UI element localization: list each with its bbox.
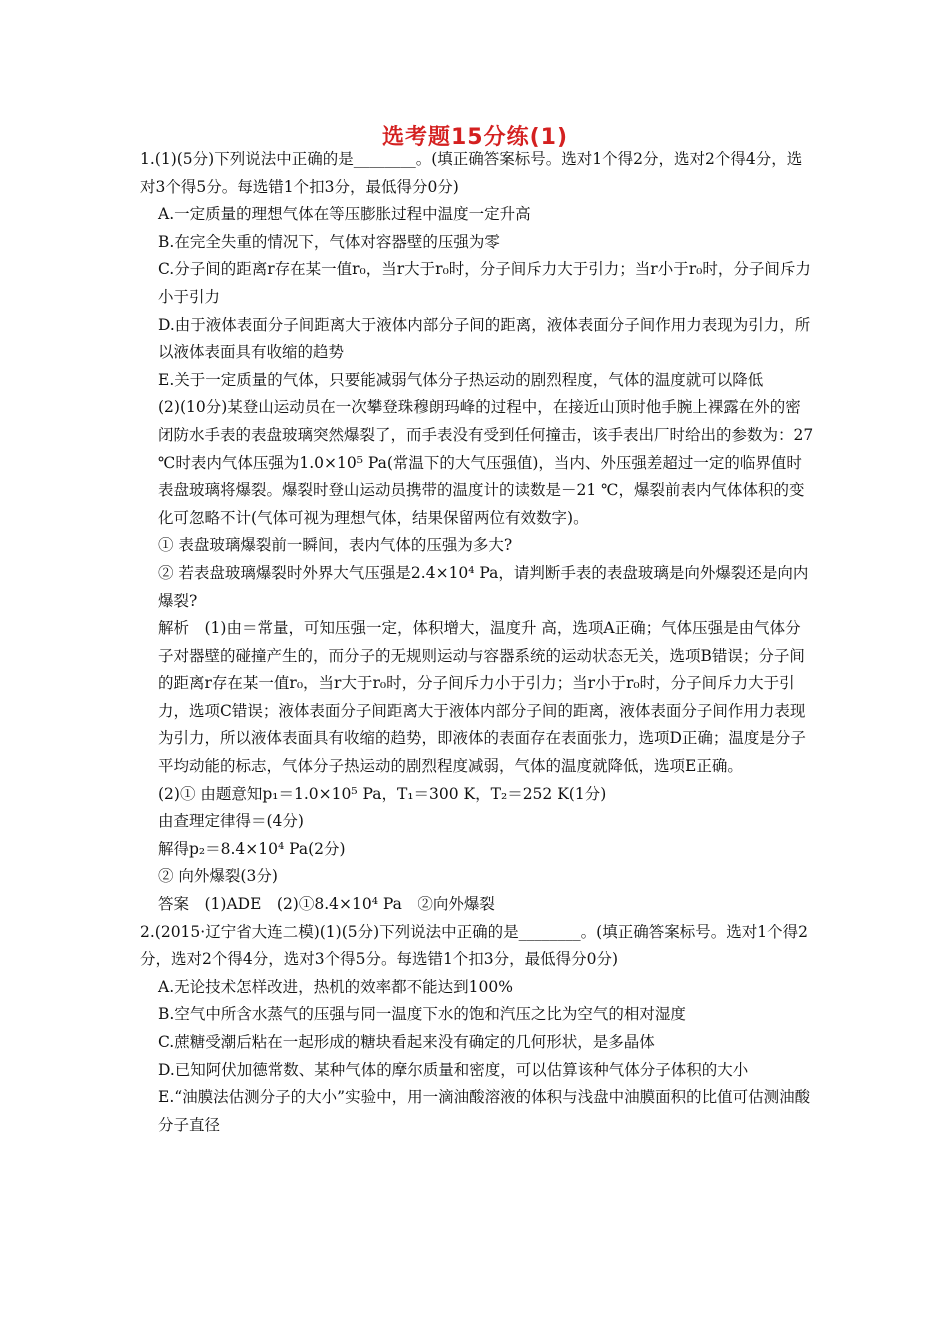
q1-option-b: B.在完全失重的情况下，气体对容器壁的压强为零: [158, 232, 500, 251]
q1-solution-line2: 由查理定律得＝(4分): [158, 812, 304, 831]
q2-option-d: D.已知阿伏加德常数、某种气体的摩尔质量和密度，可以估算该种气体分子体积的大小: [158, 1060, 749, 1079]
q1-analysis: 解析 (1)由＝常量，可知压强一定，体积增大，温度升 高，选项A正确；气体压强是由气体分子对器壁的碰撞产生的，而分子的无规则运动与容器系统的运动状态无关，选项B错误；分子间的距离r存在某一值r₀，当r大于r₀时，分子间斥力小于引力；当r小于r₀时，分子间斥力大于引力，选项C错误；液体表面分子间距离大于液体内部分子间的距离，液体表面分子间作用力表现为引力，所以液体表面具有收缩的趋势，即液体的表面存在表面张力，选项D正确；温度是分子平均动能的标志，气体分子热运动的剧烈程度减弱，气体的温度就降低，选项E正确。: [158, 619, 806, 776]
document-body: [140, 146, 816, 1139]
q1-sub2: ② 若表盘玻璃爆裂时外界大气压强是2.4×10⁴ Pa，请判断手表的表盘玻璃是向外爆裂还是向内爆裂?: [158, 563, 809, 610]
q1-solution-line1: (2)① 由题意知p₁＝1.0×10⁵ Pa，T₁＝300 K，T₂＝252 K(1分): [158, 784, 607, 803]
q2-option-c: C.蔗糖受潮后粘在一起形成的糖块看起来没有确定的几何形状，是多晶体: [158, 1033, 655, 1051]
page-title: 选考题15分练(1): [381, 125, 569, 150]
q1-part2: (2)(10分)某登山运动员在一次攀登珠穆朗玛峰的过程中，在接近山顶时他手腕上裸露在外的密闭防水手表的表盘玻璃突然爆裂了，而手表没有受到任何撞击，该手表出厂时给出的参数为：27 ℃时表内气体压强为1.0×10⁵ Pa(常温下的大气压强值)，当内、外压强差超过一定的临界值时表盘玻璃将爆裂。爆裂时登山运动员携带的温度计的读数是－21 ℃，爆裂前表内气体体积的变化可忽略不计(气体可视为理想气体，结果保留两位有效数字)。: [158, 398, 814, 527]
q1-option-e: E.关于一定质量的气体，只要能减弱气体分子热运动的剧烈程度，气体的温度就可以降低: [158, 370, 764, 389]
q1-solution-line4: ② 向外爆裂(3分): [158, 867, 278, 886]
q1-option-c: C.分子间的距离r存在某一值r₀，当r大于r₀时，分子间斥力大于引力；当r小于r₀时，分子间斥力小于引力: [158, 260, 811, 306]
q2-option-e: E.“油膜法估测分子的大小”实验中，用一滴油酸溶液的体积与浅盘中油膜面积的比值可估测油酸分子直径: [158, 1088, 811, 1134]
q1-sub1: ① 表盘玻璃爆裂前一瞬间，表内气体的压强为多大?: [158, 536, 513, 555]
q1-solution-line3: 解得p₂＝8.4×10⁴ Pa(2分): [158, 839, 346, 858]
q1-intro: 1.(1)(5分)下列说法中正确的是________。(填正确答案标号。选对1个得2分，选对2个得4分，选对3个得5分。每选错1个扣3分，最低得分0分): [140, 150, 803, 196]
q2-option-a: A.无论技术怎样改进，热机的效率都不能达到100%: [158, 977, 513, 996]
q1-answer: 答案 (1)ADE (2)①8.4×10⁴ Pa ②向外爆裂: [158, 895, 495, 914]
q1-option-a: A.一定质量的理想气体在等压膨胀过程中温度一定升高: [158, 205, 531, 224]
q1-option-d: D.由于液体表面分子间距离大于液体内部分子间的距离，液体表面分子间作用力表现为引力，所以液体表面具有收缩的趋势: [158, 315, 811, 362]
q2-intro: 2.(2015·辽宁省大连二模)(1)(5分)下列说法中正确的是________。(填正确答案标号。选对1个得2分，选对2个得4分，选对3个得5分。每选错1个扣3分，最低得分0分): [140, 922, 808, 969]
q2-option-b: B.空气中所含水蒸气的压强与同一温度下水的饱和汽压之比为空气的相对湿度: [158, 1005, 686, 1024]
